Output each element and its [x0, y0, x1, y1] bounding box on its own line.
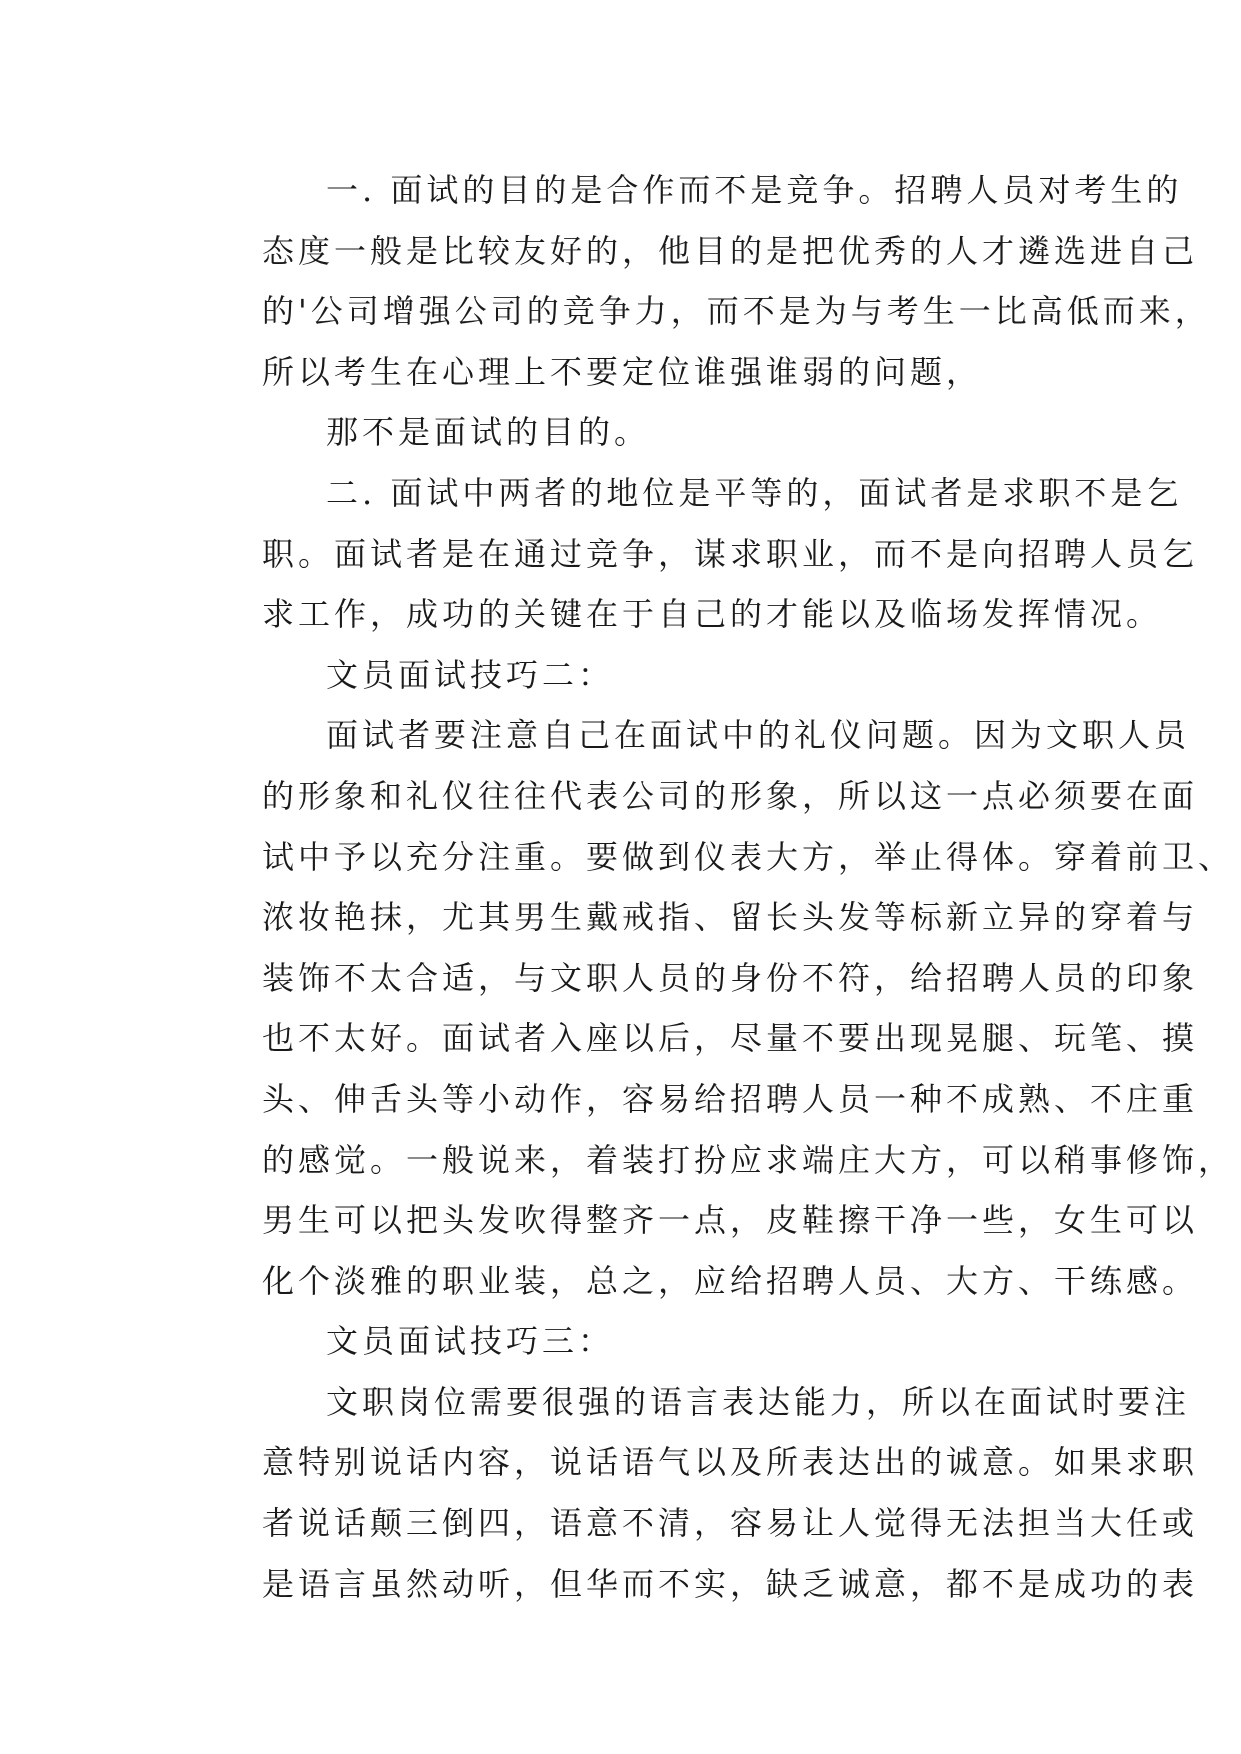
text-line: 者说话颠三倒四，语意不清，容易让人觉得无法担当大任或 — [262, 1504, 1199, 1543]
section-heading-tip-three — [190, 1311, 1080, 1372]
text-line: 的'公司增强公司的竞争力，而不是为与考生一比高低而来， — [262, 292, 1211, 331]
text-line: 文员面试技巧二： — [326, 655, 615, 694]
text-line: 所以考生在心理上不要定位谁强谁弱的问题， — [262, 352, 983, 391]
text-line: 职。面试者是在通过竞争，谋求职业，而不是向招聘人员乞 — [262, 534, 1199, 573]
text-line: 浓妆艳抹，尤其男生戴戒指、留长头发等标新立异的穿着与 — [262, 898, 1199, 937]
text-line: 意特别说话内容，说话语气以及所表达出的诚意。如果求职 — [262, 1443, 1199, 1482]
text-line: 男生可以把头发吹得整齐一点，皮鞋擦干净一些，女生可以 — [262, 1201, 1199, 1240]
text-line: 化个淡雅的职业装，总之，应给招聘人员、大方、干练感。 — [262, 1261, 1199, 1300]
text-line: 那不是面试的目的。 — [326, 413, 651, 452]
paragraph-language — [190, 1372, 1199, 1614]
paragraph-purpose — [190, 160, 1211, 402]
text-line: 装饰不太合适，与文职人员的身份不符，给招聘人员的印象 — [262, 958, 1199, 997]
document-body — [190, 160, 1235, 1614]
text-line: 二. 面试中两者的地位是平等的，面试者是求职不是乞 — [326, 473, 1183, 512]
text-line: 是语言虽然动听，但华而不实，缺乏诚意，都不是成功的表 — [262, 1564, 1199, 1603]
text-line: 求工作，成功的关键在于自己的才能以及临场发挥情况。 — [262, 595, 1163, 634]
text-line: 的感觉。一般说来，着装打扮应求端庄大方，可以稍事修饰， — [262, 1140, 1235, 1179]
text-line: 试中予以充分注重。要做到仪表大方，举止得体。穿着前卫、 — [262, 837, 1235, 876]
text-line: 文员面试技巧三： — [326, 1322, 615, 1361]
section-heading-tip-two — [190, 645, 1080, 706]
text-line: 面试者要注意自己在面试中的礼仪问题。因为文职人员 — [326, 716, 1191, 755]
text-line: 头、伸舌头等小动作，容易给招聘人员一种不成熟、不庄重 — [262, 1079, 1199, 1118]
paragraph-purpose-end — [190, 402, 1080, 463]
text-line: 态度一般是比较友好的，他目的是把优秀的人才遴选进自己 — [262, 231, 1199, 270]
text-line: 的形象和礼仪往往代表公司的形象，所以这一点必须要在面 — [262, 776, 1199, 815]
paragraph-equality — [190, 463, 1199, 645]
text-line: 也不太好。面试者入座以后，尽量不要出现晃腿、玩笔、摸 — [262, 1019, 1199, 1058]
text-line: 文职岗位需要很强的语言表达能力，所以在面试时要注 — [326, 1382, 1191, 1421]
text-line: 一. 面试的目的是合作而不是竞争。招聘人员对考生的 — [326, 171, 1183, 209]
paragraph-etiquette — [190, 705, 1235, 1311]
